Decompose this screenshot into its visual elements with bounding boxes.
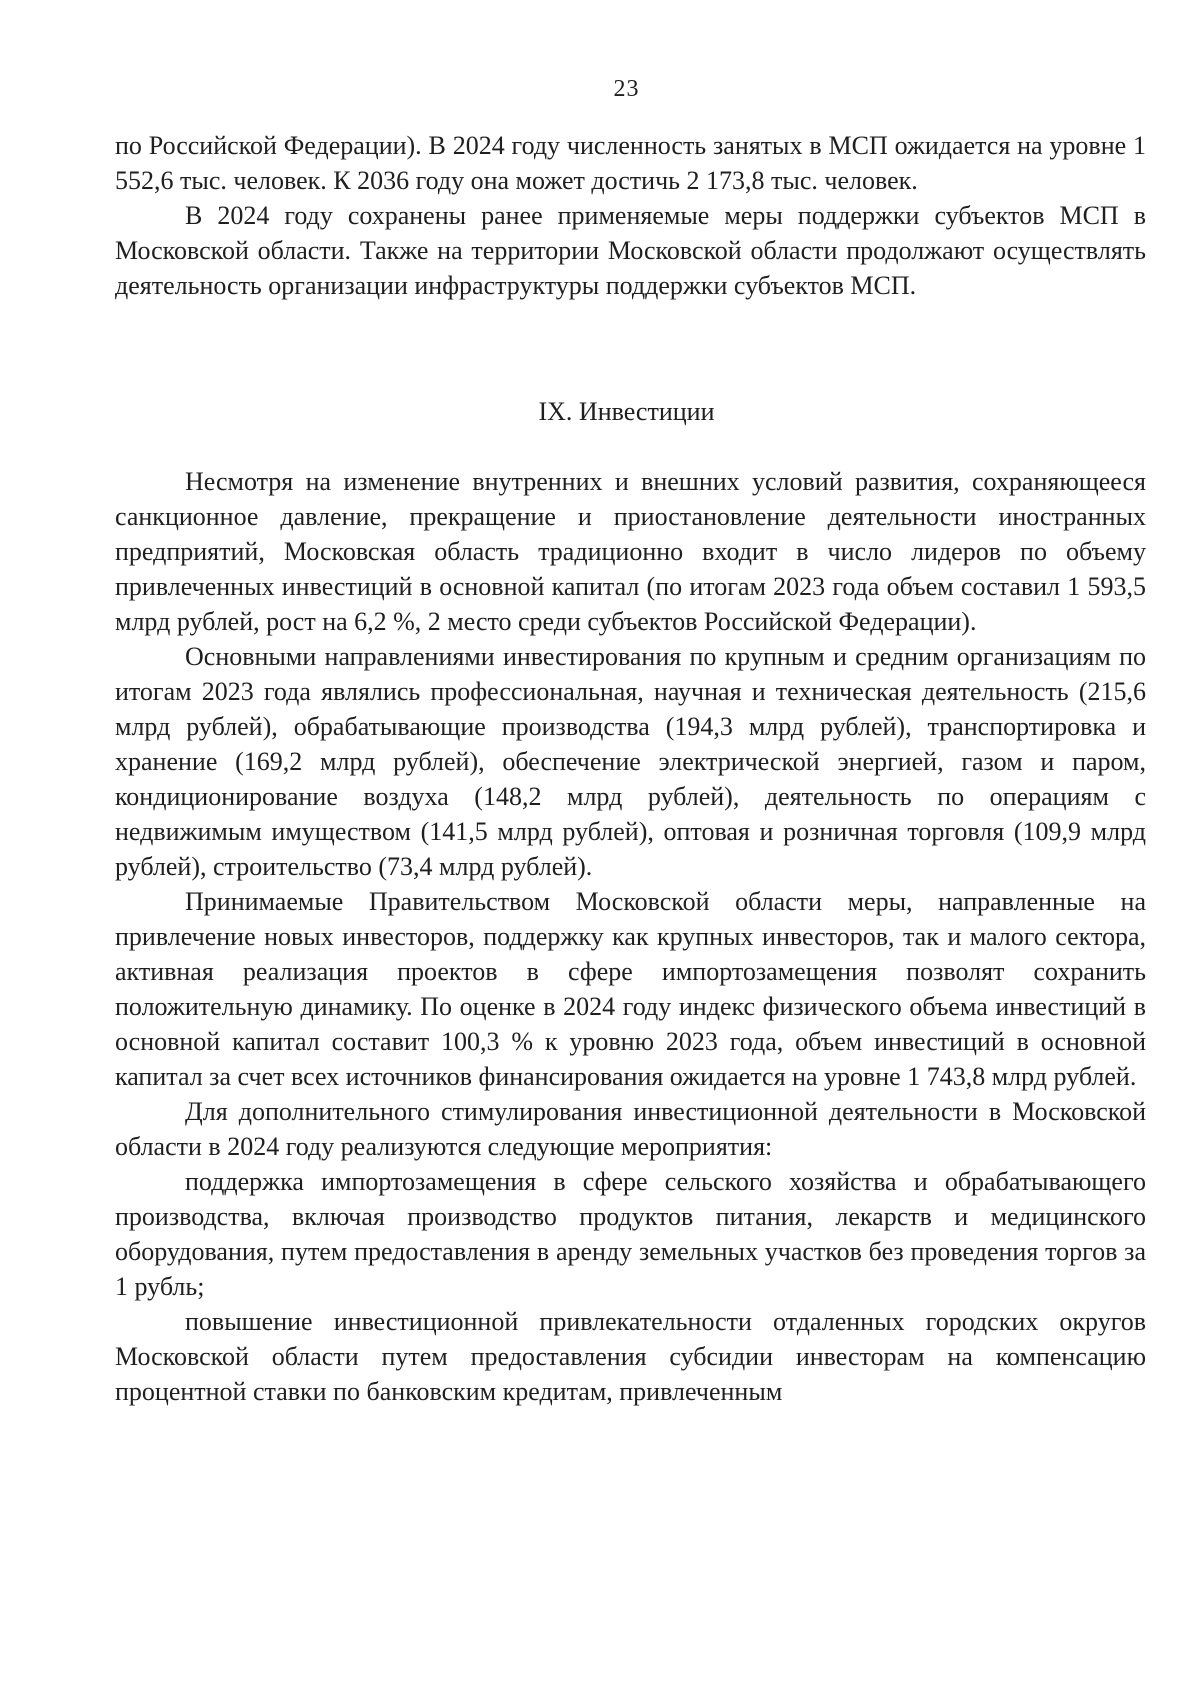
intro-text — [115, 128, 1146, 303]
page-number: 23 — [613, 76, 640, 102]
paragraph-government-measures: Принимаемые Правительством Московской области меры, направленные на привлечение новых инвесторов, поддержку как крупных инвесторов, так и малого сектора, активная реализация проектов в сфере импортозамещения позволят сохранить положительную динамику. По оценке в 2024 году индекс физического объема инвестиций в основной капитал составит 100,3 % к уровню 2023 года, объем инвестиций в основной капитал за счет всех источников финансирования ожидается на уровне 1 743,8 млрд рублей. — [115, 887, 1146, 1091]
paragraph-remote-districts: повышение инвестиционной привлекательности отдаленных городских округов Московской области путем предоставления субсидии инвесторам на компенсацию процентной ставки по банковским кредитам, привлеченным — [115, 1307, 1146, 1406]
paragraph-investment-directions: Основными направлениями инвестирования по крупным и средним организациям по итогам 2023 года являлись профессиональная, научная и техническая деятельность (215,6 млрд рублей), обрабатывающие производства (194,3 млрд рублей), транспортировка и хранение (169,2 млрд рублей), обеспечение электрической энергией, газом и паром, кондиционирование воздуха (148,2 млрд рублей), деятельность по операциям с недвижимым имуществом (141,5 млрд рублей), оптовая и розничная торговля (109,9 млрд рублей), строительство (73,4 млрд рублей). — [115, 642, 1146, 881]
intro-msp-support-paragraph: В 2024 году сохранены ранее применяемые меры поддержки субъектов МСП в Московской области. Также на территории Московской области продолжают осуществлять деятельность организации инфраструктуры поддержки субъектов МСП. — [115, 201, 1146, 300]
paragraph-investment-leaders: Несмотря на изменение внутренних и внешних условий развития, сохраняющееся санкционное давление, прекращение и приостановление деятельности иностранных предприятий, Московская область традиционно входит в число лидеров по объему привлеченных инвестиций в основной капитал (по итогам 2023 года объем составил 1 593,5 млрд рублей, рост на 6,2 %, 2 место среди субъектов Российской Федерации). — [115, 467, 1146, 636]
paragraph-import-substitution: поддержка импортозамещения в сфере сельского хозяйства и обрабатывающего производства, включая производство продуктов питания, лекарств и медицинского оборудования, путем предоставления в аренду земельных участков без проведения торгов за 1 рубль; — [115, 1167, 1146, 1301]
paragraph-stimulation-intro: Для дополнительного стимулирования инвестиционной деятельности в Московской области в 2024 году реализуются следующие мероприятия: — [115, 1097, 1146, 1161]
section-title: IX. Инвестиции — [538, 397, 715, 426]
intro-continuation-paragraph: по Российской Федерации). В 2024 году численность занятых в МСП ожидается на уровне 1 552,6 тыс. человек. К 2036 году она может достичь 2 173,8 тыс. человек. — [115, 131, 1146, 195]
section-body — [115, 464, 1146, 1409]
